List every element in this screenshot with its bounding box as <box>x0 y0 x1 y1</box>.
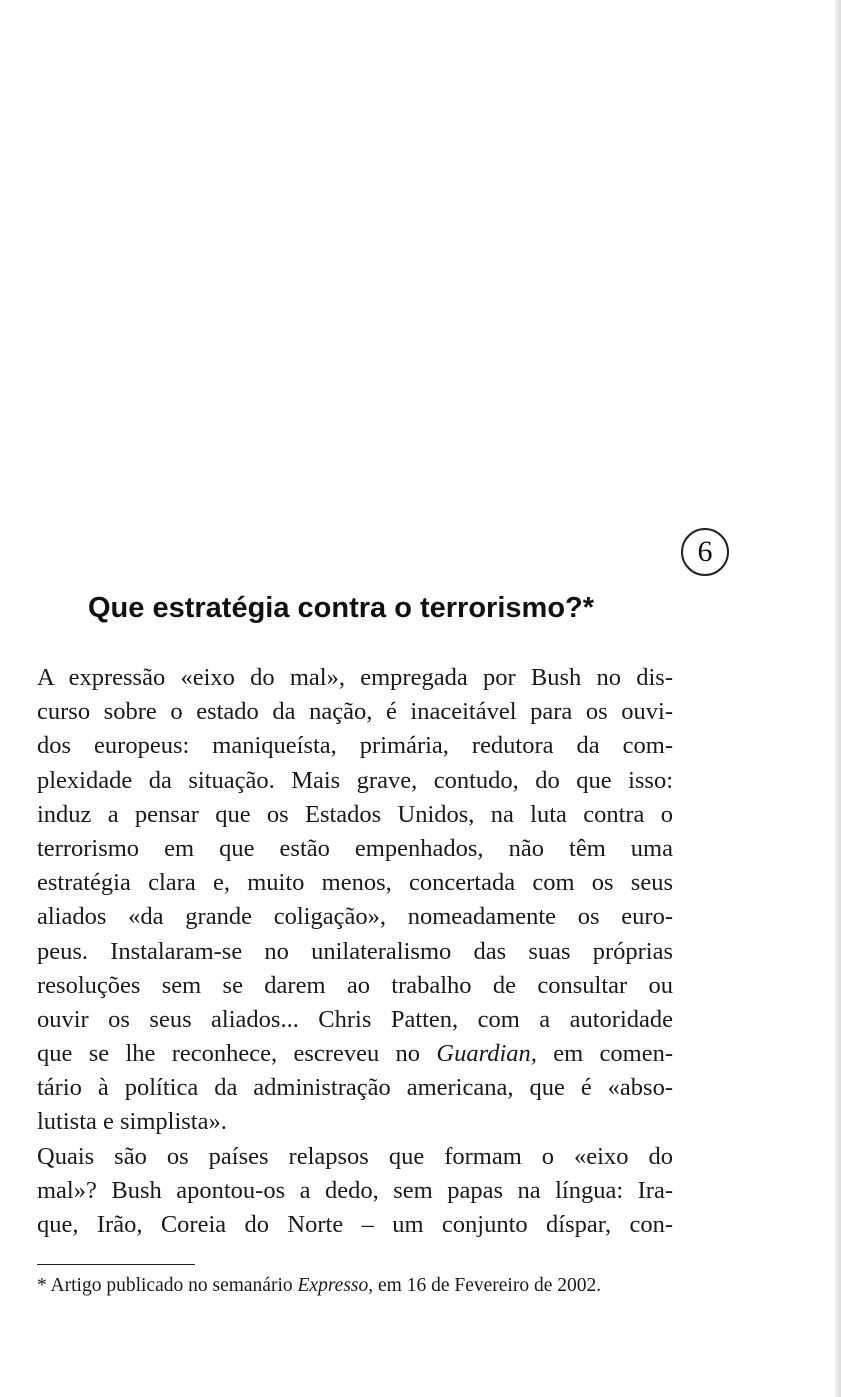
footnote-divider <box>37 1264 195 1265</box>
body-line: resoluções sem se darem ao trabalho de consultar ou <box>37 971 673 999</box>
page-edge-shadow <box>835 0 841 1397</box>
body-line: que, Irão, Coreia do Norte – um conjunto díspar, con- <box>37 1211 673 1238</box>
footnote <box>37 1272 677 1300</box>
chapter-number: 6 <box>697 535 713 568</box>
publication-name-expresso: Expresso, <box>297 1275 374 1296</box>
footnote-text: * Artigo publicado no semanário <box>37 1275 298 1296</box>
body-line: ouvir os seus aliados... Chris Patten, com a autoridade <box>37 1005 673 1033</box>
chapter-number-badge <box>681 528 729 576</box>
body-line: aliados «da grande coligação», nomeadamente os euro- <box>37 903 673 931</box>
body-line: tário à política da administração americana, que é «abso- <box>37 1074 673 1102</box>
body-line: terrorismo em que estão empenhados, não têm uma <box>37 834 673 862</box>
body-line: dos europeus: maniqueísta, primária, redutora da com- <box>37 732 673 760</box>
body-line: estratégia clara e, muito menos, concertada com os seus <box>37 869 673 897</box>
body-line: plexidade da situação. Mais grave, contudo, do que isso: <box>37 766 673 794</box>
body-line: mal»? Bush apontou-os a dedo, sem papas na língua: Ira- <box>37 1176 673 1204</box>
footnote-text: em 16 de Fevereiro de 2002. <box>373 1275 602 1296</box>
body-line: lutista e simplista». <box>37 1108 227 1136</box>
body-line: curso sobre o estado da nação, é inaceitável para os ouvi- <box>37 698 673 726</box>
body-line-text: que se lhe reconhece, escreveu no <box>37 1040 437 1068</box>
body-text <box>37 661 673 1242</box>
publication-name-guardian: Guardian, <box>436 1040 537 1068</box>
body-line <box>37 1037 673 1071</box>
body-line: Quais são os países relapsos que formam o «eixo do <box>37 1142 673 1170</box>
body-line: induz a pensar que os Estados Unidos, na luta contra o <box>37 800 673 828</box>
body-line-text: em comen- <box>536 1040 673 1068</box>
chapter-title: Que estratégia contra o terrorismo?* <box>88 592 595 624</box>
body-line: A expressão «eixo do mal», empregada por Bush no dis- <box>37 664 673 691</box>
body-line: peus. Instalaram-se no unilateralismo das suas próprias <box>37 937 673 965</box>
